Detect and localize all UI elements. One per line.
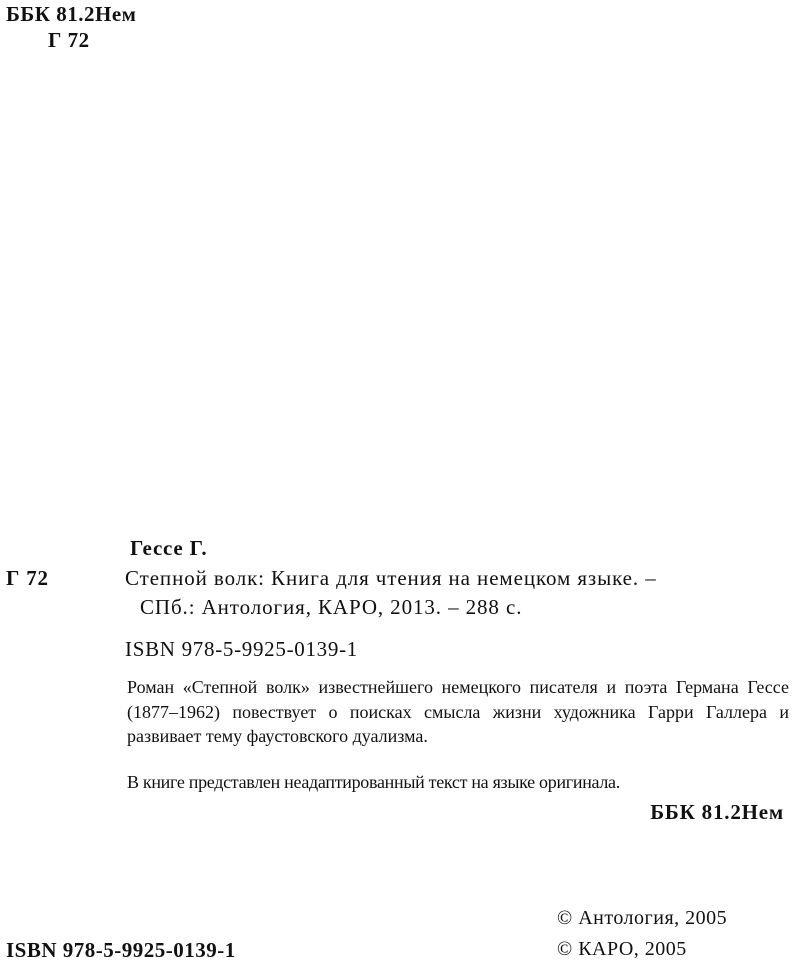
author-code: Г 72 (6, 566, 49, 590)
bbk-index-top: ББК 81.2Нем (6, 2, 137, 26)
author-code-top: Г 72 (48, 28, 90, 52)
annotation-paragraph: Роман «Степной волк» известнейшего немецкого писателя и поэта Германа Гессе (1877–1962) повествует о поисках смысла жизни художника Гарри Галлера и развивает тему фаустовского дуализма. (127, 677, 789, 746)
copyright-karo: © КАРО, 2005 (557, 938, 687, 960)
original-text-note: В книге представлен неадаптированный текст на языке оригинала. (127, 772, 620, 792)
book-title-line: Степной волк: Книга для чтения на немецком языке. – (125, 566, 657, 590)
isbn-line: ISBN 978-5-9925-0139-1 (125, 637, 358, 661)
copyright-anthology: © Антология, 2005 (557, 907, 728, 929)
footer-isbn: ISBN 978-5-9925-0139-1 (6, 938, 236, 962)
author-name: Гессе Г. (130, 536, 208, 560)
imprint-line: СПб.: Антология, КАРО, 2013. – 288 с. (140, 595, 523, 619)
bbk-index-bottom: ББК 81.2Нем (650, 800, 784, 824)
